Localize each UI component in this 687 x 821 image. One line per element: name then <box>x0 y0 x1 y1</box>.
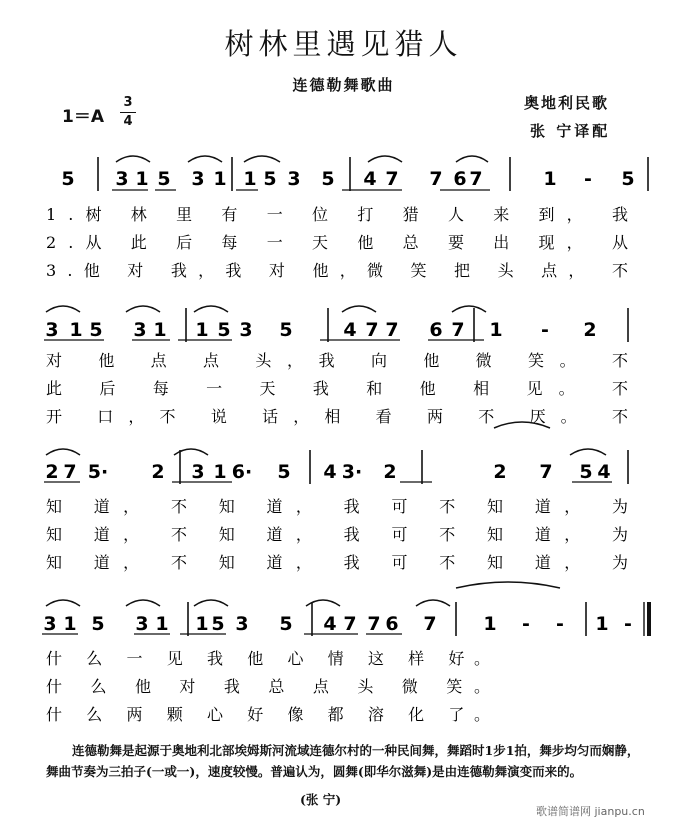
note: 2 <box>151 461 165 483</box>
note: 1 <box>195 319 209 341</box>
note: 4 <box>323 613 337 635</box>
lyric-line: 什 么 一 见 我 他 心 情 这 样 好。 <box>46 649 490 668</box>
song-origin: 奥地利民歌 <box>524 94 610 112</box>
note: 5 <box>279 613 293 635</box>
note: 3 <box>133 319 147 341</box>
note: 5 <box>321 168 335 190</box>
note: 3 <box>43 613 57 635</box>
note: 7 <box>451 319 465 341</box>
slur-mark <box>188 156 222 162</box>
lyric-line: 什 么 两 颗 心 好 像 都 溶 化 了。 <box>46 705 490 724</box>
note: 1 <box>153 319 167 341</box>
note: 1 <box>195 613 209 635</box>
slur-mark <box>416 600 450 606</box>
note: 7 <box>539 461 553 483</box>
note: 6 <box>385 613 399 635</box>
note: 1 <box>69 319 83 341</box>
note: 3 <box>191 461 205 483</box>
note: 3 <box>45 319 59 341</box>
note: 5 <box>61 168 75 190</box>
note: 7 <box>365 319 379 341</box>
note: 4 <box>597 461 611 483</box>
note: - <box>584 168 592 190</box>
lyric-line: 知 道， 不 知 道， 我 可 不 知 道， 为 <box>46 525 628 544</box>
note: 1 <box>483 613 497 635</box>
note: - <box>522 613 530 635</box>
lyric-line: 1.树 林 里 有 一 位 打 猎 人 来 到， 我 <box>46 205 628 224</box>
note: 3· <box>341 461 363 483</box>
slur-mark <box>456 582 560 588</box>
song-title: 树林里遇见猎人 <box>224 27 463 61</box>
slur-mark <box>174 449 208 455</box>
lyric-line: 3.他 对 我，我 对 他，微 笑 把 头 点， 不 <box>46 261 629 280</box>
note: 2 <box>583 319 597 341</box>
note: 7 <box>385 168 399 190</box>
note: 5 <box>157 168 171 190</box>
note: 7 <box>429 168 443 190</box>
note: 1 <box>213 168 227 190</box>
note: - <box>541 319 549 341</box>
slur-mark <box>126 600 160 606</box>
slur-mark <box>46 600 80 606</box>
note: 3 <box>191 168 205 190</box>
note: 7 <box>63 461 77 483</box>
watermark: 歌谱简谱网 jianpu.cn <box>536 805 645 818</box>
note: - <box>624 613 632 635</box>
slur-mark <box>126 306 160 312</box>
note: 2 <box>493 461 507 483</box>
slur-mark <box>306 600 340 606</box>
lyric-line: 此 后 每 一 天 我 和 他 相 见。 不 <box>46 379 628 398</box>
note: 1 <box>489 319 503 341</box>
note: 5 <box>89 319 103 341</box>
note: 5 <box>277 461 291 483</box>
song-subtitle: 连德勒舞歌曲 <box>292 76 395 94</box>
note: 6 <box>453 168 467 190</box>
note: 4 <box>323 461 337 483</box>
slur-mark <box>452 306 486 312</box>
lyric-line: 知 道， 不 知 道， 我 可 不 知 道， 为 <box>46 497 628 516</box>
lyric-line: 什 么 他 对 我 总 点 头 微 笑。 <box>46 677 490 696</box>
note: 3 <box>239 319 253 341</box>
note: 5 <box>217 319 231 341</box>
song-arranger: 张 宁译配 <box>530 122 611 140</box>
description-credit: (张 宁) <box>300 792 342 807</box>
slur-mark <box>194 600 228 606</box>
key-signature: 1＝A <box>62 107 104 127</box>
slur-mark <box>342 306 376 312</box>
note: 5 <box>579 461 593 483</box>
note: 7 <box>469 168 483 190</box>
note: 5 <box>621 168 635 190</box>
lyric-line: 对 他 点 点 头，我 向 他 微 笑。 不 <box>46 351 629 370</box>
note: 5 <box>279 319 293 341</box>
slur-mark <box>570 449 606 455</box>
lyric-line: 2.从 此 后 每 一 天 他 总 要 出 现， 从 <box>46 233 628 252</box>
note: 3 <box>115 168 129 190</box>
note: 6· <box>231 461 253 483</box>
slur-mark <box>46 306 80 312</box>
time-signature-bottom: 4 <box>123 114 133 129</box>
note: 7 <box>423 613 437 635</box>
lyric-line: 知 道， 不 知 道， 我 可 不 知 道， 为 <box>46 553 628 572</box>
note: 1 <box>543 168 557 190</box>
slur-mark <box>46 449 80 455</box>
note: 5· <box>87 461 109 483</box>
note: 1 <box>155 613 169 635</box>
note: 5 <box>263 168 277 190</box>
note: 3 <box>135 613 149 635</box>
note: 1 <box>63 613 77 635</box>
note: 2 <box>383 461 397 483</box>
note: 6 <box>429 319 443 341</box>
note: 2 <box>45 461 59 483</box>
note: 4 <box>363 168 377 190</box>
note: 3 <box>235 613 249 635</box>
note: 7 <box>385 319 399 341</box>
slur-mark <box>368 156 402 162</box>
note: 5 <box>91 613 105 635</box>
note: 1 <box>135 168 149 190</box>
note: 7 <box>367 613 381 635</box>
slur-mark <box>116 156 150 162</box>
lyric-line: 开 口，不 说 话，相 看 两 不 厌。 不 <box>46 407 629 426</box>
note: 5 <box>211 613 225 635</box>
time-signature-top: 3 <box>123 95 133 110</box>
note: 1 <box>243 168 257 190</box>
note: 1 <box>595 613 609 635</box>
note: 1 <box>213 461 227 483</box>
note: 7 <box>343 613 357 635</box>
note: 3 <box>287 168 301 190</box>
slur-mark <box>456 156 488 162</box>
description-text: 连德勒舞是起源于奥地利北部埃姆斯河流域连德尔村的一种民间舞，舞蹈时1步1拍，舞步均匀而娴静，舞曲节奏为三拍子(一或一)，速度较慢。普遍认为，圆舞(即华尔滋舞)是由连德勒舞演变而来的。 <box>46 743 640 779</box>
note: 4 <box>343 319 357 341</box>
slur-mark <box>194 306 228 312</box>
note: - <box>556 613 564 635</box>
slur-mark <box>244 156 280 162</box>
